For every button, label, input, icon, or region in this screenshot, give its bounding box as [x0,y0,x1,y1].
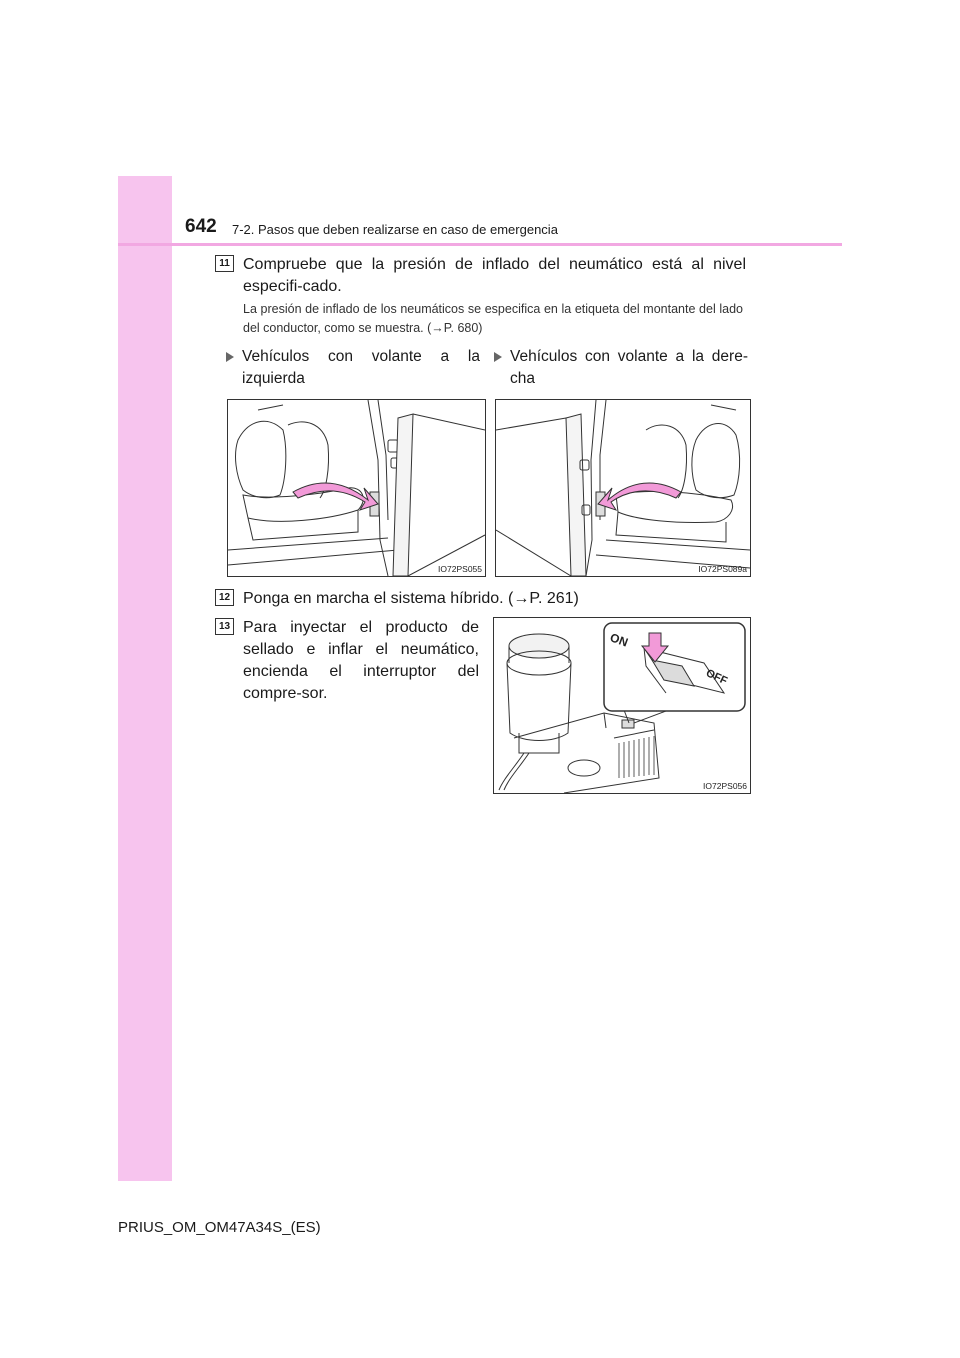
step-12-text: Ponga en marcha el sistema híbrido. (→P. 261) [243,590,579,607]
lhd-door-illustration [228,400,485,576]
figure-lhd-door-pillar [227,399,486,577]
bullet-right-label: Vehículos con volante a la dere-cha [510,348,748,387]
bullet-right-hand-drive [494,346,748,390]
figure-code-compressor: IO72PS056 [703,781,747,791]
step-badge-11: 11 [215,255,234,272]
footer-doc-code: PRIUS_OM_OM47A34S_(ES) [118,1219,321,1236]
figure-rhd-door-pillar [495,399,751,577]
pink-arrow-icon [598,483,681,510]
rhd-door-illustration [496,400,750,576]
triangle-bullet-icon [494,352,502,362]
triangle-bullet-icon [226,352,234,362]
step-11-text: Compruebe que la presión de inflado del neumático está al nivel especifi-cado. [243,256,746,295]
step-badge-12: 12 [215,589,234,606]
switch-on-label: ON [608,630,630,650]
pink-arrow-icon [293,483,378,510]
page-number: 642 [185,216,217,237]
compressor-illustration [494,618,750,793]
step-11-note: La presión de inflado de los neumáticos se especifica en la etiqueta del montante del lado del conductor, como se muestra. (→P. 680) [243,302,743,335]
header-divider [118,243,842,246]
figure-code-lhd: IO72PS055 [438,564,482,574]
step-13-text: Para inyectar el producto de sellado e inflar el neumático, encienda el interruptor del compre-sor. [243,619,479,702]
pink-sidebar-tab [118,176,172,1181]
section-title: 7-2. Pasos que deben realizarse en caso de emergencia [232,222,558,237]
figure-compressor-switch [493,617,751,794]
step-badge-13: 13 [215,618,234,635]
bullet-left-label: Vehículos con volante a la izquierda [242,348,480,387]
switch-off-label: OFF [703,667,729,688]
figure-code-rhd: IO72PS089a [698,564,747,574]
bullet-left-hand-drive [226,346,480,390]
